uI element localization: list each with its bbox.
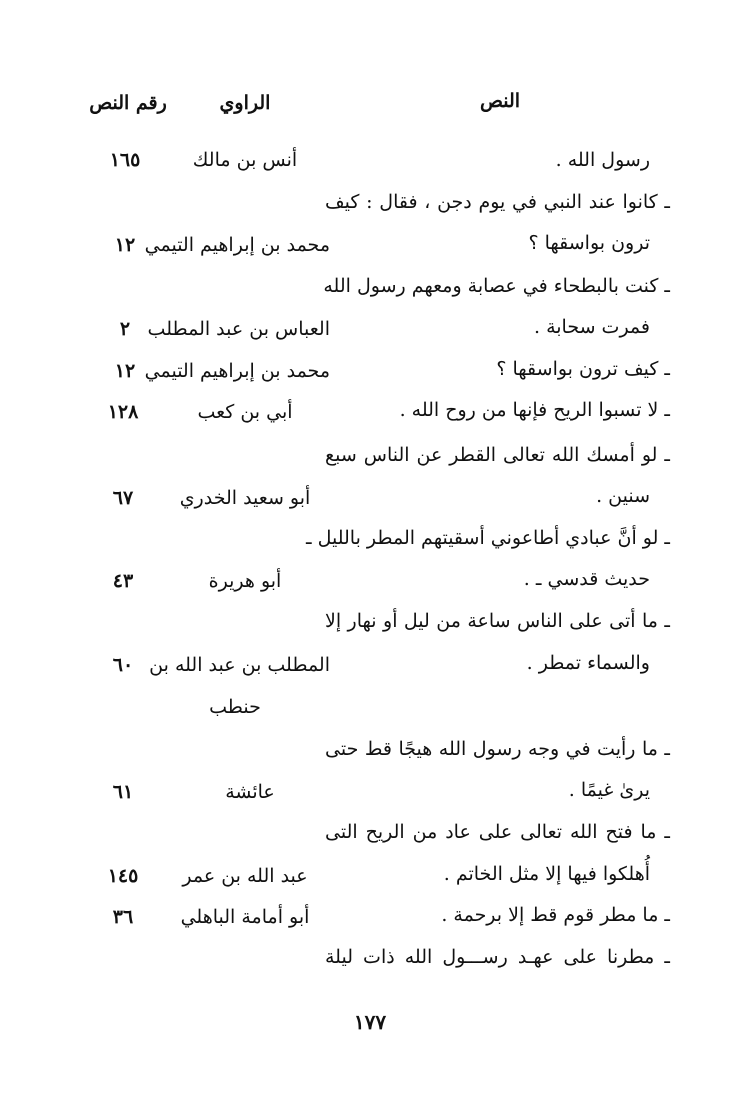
hadith-text-line: ـ ما رأيت في وجه رسول الله هيجًا قط حتى [325,738,670,760]
hadith-text-line: ـ كنت بالبطحاء في عصابة ومعهم رسول الله [323,275,670,297]
narrator-name: محمد بن إبراهيم التيمي [144,360,330,382]
header-narrator-column: الراوي [219,92,271,114]
narrator-name: أنس بن مالك [192,149,298,171]
hadith-text-line: والسماء تمطر . [526,652,650,674]
narrator-name: المطلب بن عبد الله بن [149,654,330,676]
narrator-name: أبو سعيد الخدري [179,487,311,509]
hadith-text-line: فمرت سحابة . [533,316,650,338]
text-number: ٦٠ [112,654,134,676]
header-number-column: رقم النص [89,92,167,114]
hadith-text-line: ـ ما أتى على الناس ساعة من ليل أو نهار إلا [325,610,670,632]
hadith-text-line: سنين . [596,485,650,507]
text-number: ١٤٥ [107,865,139,887]
narrator-name: عائشة [225,781,275,803]
narrator-name: محمد بن إبراهيم التيمي [144,234,330,256]
page-number: ١٧٧ [353,1010,387,1034]
hadith-text-line: ـ كانوا عند النبي في يوم دجن ، فقال : كيف [325,191,670,213]
text-number: ٢ [119,318,131,340]
text-number: ١٢ [114,360,136,382]
hadith-text-line: يرىٰ غيمًا . [568,779,650,801]
hadith-text-line: ـ ما فتح الله تعالى على عاد من الريح التى [325,821,670,843]
narrator-name: أبو أمامة الباهلي [180,906,310,928]
header-text-column: النص [479,90,521,112]
narrator-name: العباس بن عبد المطلب [147,318,330,340]
narrator-name: أبي بن كعب [197,401,293,423]
hadith-text-line: ـ لو أنَّ عبادي أطاعوني أسقيتهم المطر بالليل ـ [305,527,670,549]
text-number: ٤٣ [112,570,134,592]
hadith-text-line: ـ لو أمسك الله تعالى القطر عن الناس سبع [325,444,670,466]
text-number: ٣٦ [112,906,134,928]
hadith-text-line: ـ ما مطر قوم قط إلا برحمة . [441,904,670,926]
text-number: ٦١ [112,781,134,803]
narrator-name: عبد الله بن عمر [182,865,308,887]
hadith-text-line: ـ لا تسبوا الريح فإنها من روح الله . [399,399,670,421]
hadith-text-line: رسول الله . [555,149,650,171]
text-number: ١٦٥ [109,149,141,171]
text-number: ١٢٨ [107,401,139,423]
hadith-text-line: ترون بواسقها ؟ [528,232,650,254]
text-number: ١٢ [114,234,136,256]
hadith-text-line: ـ مطرنا على عهـد رســـول الله ذات ليلة [325,946,670,968]
hadith-text-line: حديث قدسي ـ . [523,568,650,590]
narrator-name-continued: حنطب [209,696,261,718]
text-number: ٦٧ [112,487,134,509]
hadith-text-line: أُهلكوا فيها إلا مثل الخاتم . [443,863,650,885]
narrator-name: أبو هريرة [208,570,282,592]
hadith-text-line: ـ كيف ترون بواسقها ؟ [496,358,670,380]
